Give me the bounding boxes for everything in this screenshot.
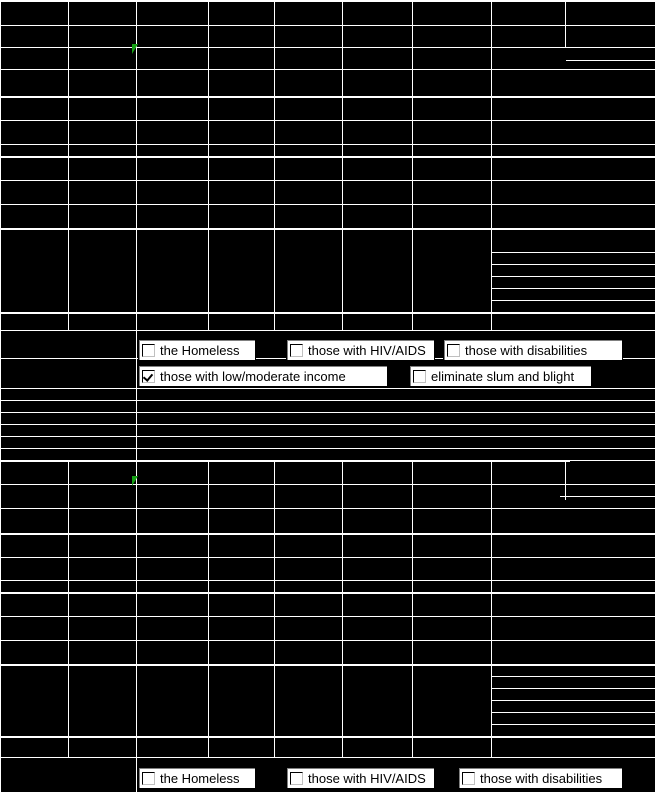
horizontal-rule	[0, 557, 656, 558]
checkbox-unchecked-icon[interactable]	[413, 370, 426, 383]
horizontal-rule	[491, 276, 656, 277]
vertical-rule	[342, 460, 343, 757]
checkbox-unchecked-icon[interactable]	[447, 344, 460, 357]
horizontal-rule	[491, 288, 656, 289]
horizontal-rule	[0, 180, 656, 181]
checkbox-label: those with disabilities	[480, 770, 603, 786]
vertical-rule	[491, 460, 492, 757]
checkbox-unchecked-icon[interactable]	[142, 344, 155, 357]
horizontal-rule	[0, 330, 656, 331]
checkbox-field[interactable]	[286, 767, 435, 789]
horizontal-rule	[560, 496, 656, 497]
horizontal-rule	[566, 60, 656, 61]
green-caret-top	[132, 44, 138, 54]
horizontal-rule	[0, 484, 656, 485]
horizontal-rule	[0, 616, 656, 617]
horizontal-rule	[0, 312, 656, 314]
vertical-rule	[565, 0, 566, 48]
checkbox-field[interactable]	[458, 767, 623, 789]
horizontal-rule	[0, 436, 656, 437]
horizontal-rule	[0, 640, 656, 641]
vertical-rule	[208, 460, 209, 757]
vertical-rule	[274, 460, 275, 757]
vertical-rule	[412, 0, 413, 330]
checkbox-unchecked-icon[interactable]	[142, 772, 155, 785]
horizontal-rule	[0, 508, 656, 509]
horizontal-rule	[0, 533, 656, 535]
horizontal-rule	[0, 69, 656, 70]
horizontal-rule	[0, 736, 656, 738]
checkbox-field[interactable]	[138, 767, 256, 789]
horizontal-rule	[0, 757, 656, 758]
vertical-rule	[342, 0, 343, 330]
checkbox-checked-icon[interactable]	[142, 370, 155, 383]
horizontal-rule	[0, 400, 656, 401]
horizontal-rule	[0, 96, 656, 98]
horizontal-rule	[0, 156, 656, 158]
horizontal-rule	[491, 252, 656, 253]
horizontal-rule	[491, 700, 656, 701]
horizontal-rule	[0, 120, 656, 121]
vertical-rule	[491, 0, 492, 330]
vertical-rule	[136, 0, 137, 792]
vertical-rule	[274, 0, 275, 330]
checkbox-unchecked-icon[interactable]	[290, 772, 303, 785]
horizontal-rule	[570, 460, 656, 461]
horizontal-rule	[0, 47, 570, 48]
horizontal-rule	[0, 592, 656, 594]
checkbox-label: the Homeless	[160, 342, 240, 358]
vertical-rule	[0, 0, 1, 792]
checkbox-label: those with disabilities	[465, 342, 588, 358]
horizontal-rule	[491, 712, 656, 713]
horizontal-rule	[0, 412, 656, 413]
checkbox-label: those with HIV/AIDS	[308, 770, 426, 786]
horizontal-rule	[0, 448, 656, 449]
horizontal-rule	[491, 688, 656, 689]
checkbox-field[interactable]	[409, 365, 592, 387]
vertical-rule	[68, 460, 69, 757]
vertical-rule	[208, 0, 209, 330]
checkbox-field[interactable]	[286, 339, 435, 361]
horizontal-rule	[0, 460, 570, 462]
horizontal-rule	[0, 204, 656, 205]
checkbox-label: those with HIV/AIDS	[308, 342, 426, 358]
horizontal-rule	[0, 25, 656, 26]
horizontal-rule	[491, 300, 656, 301]
checkbox-unchecked-icon[interactable]	[462, 772, 475, 785]
checkbox-label: those with low/moderate income	[160, 368, 346, 384]
horizontal-rule	[0, 580, 656, 581]
horizontal-rule	[570, 47, 656, 48]
horizontal-rule	[0, 424, 656, 425]
horizontal-rule	[491, 676, 656, 677]
horizontal-rule	[0, 228, 656, 230]
horizontal-rule	[491, 724, 656, 725]
horizontal-rule	[0, 388, 656, 389]
checkbox-label: the Homeless	[160, 770, 240, 786]
checkbox-label: eliminate slum and blight	[431, 368, 575, 384]
checkbox-unchecked-icon[interactable]	[290, 344, 303, 357]
horizontal-rule	[491, 264, 656, 265]
checkbox-field[interactable]	[443, 339, 623, 361]
horizontal-rule	[0, 0, 656, 2]
vertical-rule	[565, 460, 566, 500]
checkbox-field[interactable]	[138, 339, 256, 361]
vertical-rule	[412, 460, 413, 757]
horizontal-rule	[0, 144, 656, 145]
vertical-rule	[68, 0, 69, 330]
horizontal-rule	[0, 664, 656, 666]
checkbox-field[interactable]	[138, 365, 388, 387]
